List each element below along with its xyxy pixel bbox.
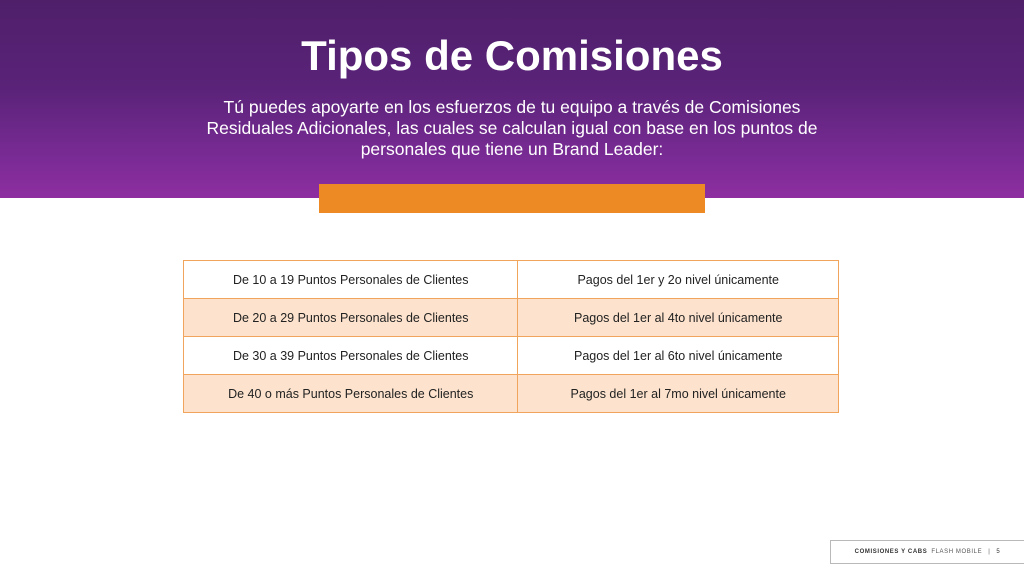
footer-product: FLASH MOBILE (931, 549, 983, 555)
page-number: 5 (996, 549, 1001, 555)
header-banner (0, 0, 1024, 198)
footer-label (830, 540, 1024, 564)
table-cell-payment: Pagos del 1er al 4to nivel únicamente (518, 299, 839, 337)
commission-table (183, 260, 839, 413)
table-cell-payment: Pagos del 1er y 2o nivel únicamente (518, 261, 839, 299)
table-cell-range: De 10 a 19 Puntos Personales de Clientes (184, 261, 518, 299)
table-cell-payment: Pagos del 1er al 6to nivel únicamente (518, 337, 839, 375)
table-row (184, 375, 839, 413)
table-cell-range: De 30 a 39 Puntos Personales de Clientes (184, 337, 518, 375)
table-cell-range: De 40 o más Puntos Personales de Clientes (184, 375, 518, 413)
footer-section: COMISIONES Y CABS (854, 549, 928, 555)
page-subtitle: Tú puedes apoyarte en los esfuerzos de tu equipo a través de Comisiones Residuales Adicionales, las cuales se calculan igual con base en los puntos de personales que tiene un Brand Leader: (206, 97, 818, 159)
table-cell-range: De 20 a 29 Puntos Personales de Clientes (184, 299, 518, 337)
page-title: Tipos de Comisiones (301, 32, 723, 79)
footer-separator: | (988, 549, 991, 555)
table-row (184, 261, 839, 299)
table-row (184, 299, 839, 337)
table-row (184, 337, 839, 375)
table-cell-payment: Pagos del 1er al 7mo nivel únicamente (518, 375, 839, 413)
accent-bar (319, 184, 705, 213)
